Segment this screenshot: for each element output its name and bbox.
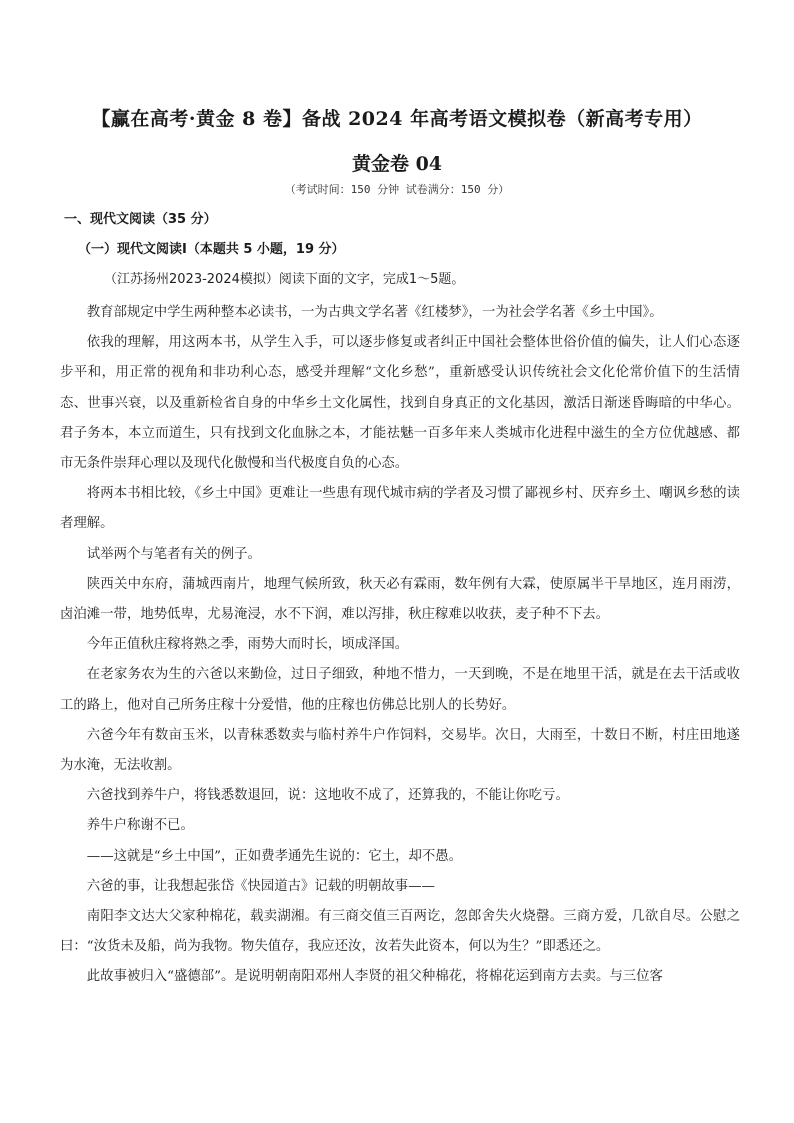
document-subtitle: 黄金卷 04 bbox=[351, 153, 443, 175]
paragraph: ——这就是“乡土中国”，正如费孝通先生说的：它土，却不愚。 bbox=[86, 848, 463, 864]
paragraph: 依我的理解，用这两本书，从学生入手，可以逐步修复或者纠正中国社会整体世俗价值的偏失，让人们心态逐步平和，用正常的视角和非功利心态，感受并理解“文化乡愁”，重新感受认识传统社会文化伦常价值下的生活情态、世事兴衰，以及重新检省自身的中华乡土文化属性，找到自身真正的文化基因，激活日渐迷昏晦暗的中华心。君子务本，本立而道生，只有找到文化血脉之本，才能祛魅一百多年来人类城市化进程中滋生的全方位优越感、都市无条件崇拜心理以及现代化傲慢和当代极度自负的心态。 bbox=[60, 335, 740, 472]
section-subheading: （一）现代文阅读Ⅰ（本题共 5 小题，19 分） bbox=[78, 242, 345, 257]
paragraph: 试举两个与笔者有关的例子。 bbox=[86, 546, 261, 562]
reading-passage bbox=[60, 298, 740, 993]
paragraph: 南阳李文达大父家种棉花，载卖湖湘。有三商交值三百两讫，忽郎舍失火烧罄。三商方爱，几欲自尽。公慰之曰：“汝货未及船，尚为我物。物失值存，我应还汝，汝若失此资本，何以为生？”即悉还之。 bbox=[60, 909, 740, 955]
reading-instruction: （江苏扬州2023-2024模拟）阅读下面的文字，完成1～5题。 bbox=[104, 272, 465, 287]
paragraph: 在老家务农为生的六爸以来勤俭，过日子细致，种地不惜力，一天到晚，不是在地里干活，就是在去干活或收工的路上，他对自己所务庄稼十分爱惜，他的庄稼也仿佛总比别人的长势好。 bbox=[60, 667, 740, 713]
paragraph: 六爸找到养牛户，将钱悉数退回，说：这地收不成了，还算我的，不能让你吃亏。 bbox=[86, 788, 569, 804]
paragraph: 陕西关中东府，蒲城西南片，地理气候所致，秋天必有霖雨，数年例有大霖，使原属半干旱地区，连月雨涝，卤泊滩一带，地势低卑，尤易淹浸，水不下润，难以泻排，秋庄稼难以收获，麦子种不下去。 bbox=[60, 576, 740, 623]
section-heading: 一、现代文阅读（35 分） bbox=[64, 212, 217, 227]
paragraph: 此故事被归入“盛德部”。是说明朝南阳邓州人李贤的祖父种棉花，将棉花运到南方去卖。与三位客 bbox=[86, 969, 663, 985]
exam-info: （考试时间：150 分钟 试卷满分：150 分） bbox=[284, 183, 510, 196]
paragraph: 养牛户称谢不已。 bbox=[86, 818, 194, 834]
paragraph: 六爸今年有数亩玉米，以青秣悉数卖与临村养牛户作饲料，交易毕。次日，大雨至，十数日不断，村庄田地遂为水淹，无法收割。 bbox=[60, 727, 740, 774]
paragraph: 将两本书相比较，《乡土中国》更难让一些患有现代城市病的学者及习惯了鄙视乡村、厌弃乡土、嘲讽乡愁的读者理解。 bbox=[60, 486, 740, 532]
paragraph: 今年正值秋庄稼将熟之季，雨势大而时长，顷成泽国。 bbox=[86, 637, 409, 653]
paragraph: 六爸的事，让我想起张岱《快园道古》记载的明朝故事—— bbox=[86, 878, 435, 894]
document-title: 【赢在高考·黄金 8 卷】备战 2024 年高考语文模拟卷（新高考专用） bbox=[91, 108, 703, 130]
paragraph: 教育部规定中学生两种整本必读书，一为古典文学名著《红楼梦》，一为社会学名著《乡土中国》。 bbox=[86, 305, 663, 320]
